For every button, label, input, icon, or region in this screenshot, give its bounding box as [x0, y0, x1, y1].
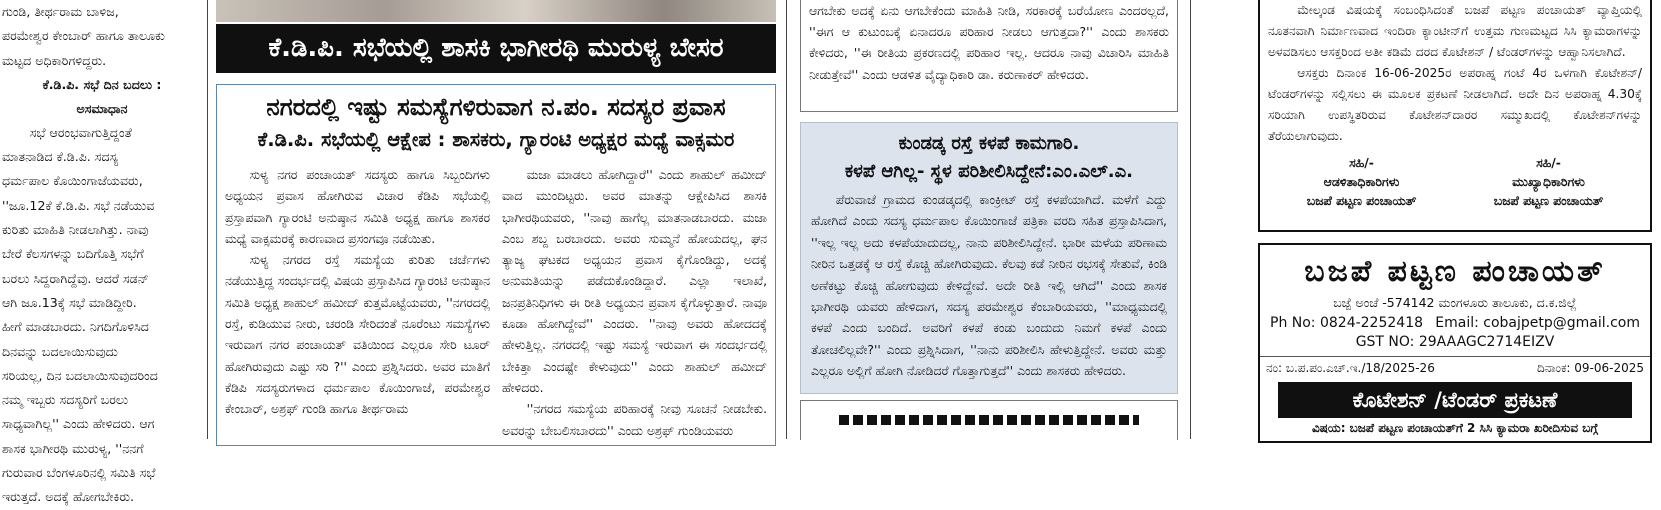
reference-number: ನಂ: ಬ.ಪ.ಪಂ.ಎಚ್.ಇ./18/2025-26: [1266, 361, 1435, 375]
story-para: ''ನಗರದ ಸಮಸ್ಯೆಯ ಪರಿಹಾರಕ್ಕೆ ನೀವು ಸೂಚನೆ ನೀಡಬೇಕು. ಅವರನ್ನು ಬೇಬಲಿಸಬಾರದು'' ಎಂದು ಅಶ್ರಫ್ ಗುಂಡಿಯವರು: [502, 402, 767, 438]
col1-body-line: ಸಾಧ್ಯವಾಗಿಲ್ಲ'' ಎಂದು ಹೇಳಿದರು. ಆಗ: [2, 416, 155, 432]
col3-bottom-article: [800, 400, 1178, 440]
col1-line: ಗುಂಡಿ, ತೀರ್ಥರಾಮ ಬಾಳಿಜ,: [2, 4, 119, 19]
contact-row: [1260, 313, 1650, 333]
col1-line: ಪರಮೇಶ್ವರ ಕೇಂಬಾರ್ ಹಾಗೂ ತಾಲೂಕು: [2, 28, 165, 44]
col1-line: ಮಟ್ಟದ ಅಧಿಕಾರಿಗಳಿದ್ದರು.: [2, 52, 107, 68]
email-address: Email: cobajpetp@gmail.com: [1435, 315, 1640, 331]
column-divider: [786, 0, 787, 439]
kundadka-subtitle: ಕಳಪೆ ಆಗಿಲ್ಲ- ಸ್ಥಳ ಪರಿಶೀಲಿಸಿದ್ದೇನೆ:ಎಂ.ಎಲ್.ಎ.: [845, 161, 1133, 182]
story-column-a: [225, 165, 490, 445]
tender-banner: ಕೊಟೇಶನ್ /ಟೆಂಡರ್ ಪ್ರಕಟಣೆ: [1278, 382, 1632, 418]
story-para: ಮಜಾ ಮಾಡಲು ಹೋಗಿದ್ದಾರೆ'' ಎಂದು ಶಾಹುಲ್ ಹಮೀದ್ ವಾದ ಮುಂದಿಟ್ಟರು. ಅವರ ಮಾತನ್ನು ಆಕ್ಷೇಪಿಸಿದ ಶಾಸಕಿ ಭಾಗೀರಥಿಯವರು, ''ನಾವು ಹಾಗೆಲ್ಲ ಮಾತನಾಡಬಾರದು. ಮಜಾ ಎಂಬ ಶಬ್ದ ಬರಬಾರದು. ಅವರು ಸುಮ್ಮನೆ ಹೋಯದಲ್ಲ, ಘನ ತ್ಯಾಜ್ಯ ಘಟಕದ ಅಧ್ಯಯನ ಪ್ರವಾಸ ಕೈಗೊಂಡಿದ್ದು, ಅದಕ್ಕೆ ಅನುಮತಿಯನ್ನು ಪಡೆದುಕೊಂಡಿದ್ದಾರೆ. ಎಲ್ಲಾ ಇಲಾಖೆ, ಜನಪ್ರತಿನಿಧಿಗಳು ಈ ರೀತಿ ಅಧ್ಯಯನ ಪ್ರವಾಸ ಕೈಗೊಳ್ಳುತ್ತಾರೆ. ನಾವೂ ಕೂಡಾ ಹೋಗಿದ್ದೇವೆ'' ಎಂದರು. ''ನಾವು ಅವರು ಹೋದದಕ್ಕೆ ಹೇಳುತ್ತಿಲ್ಲ. ನಗರದಲ್ಲಿ ಇಷ್ಟು ಸಮಸ್ಯೆ ಇರುವಾಗ ಈ ಸಂದರ್ಭದಲ್ಲಿ ಬೇಕಿತ್ತಾ ಎಂದಷ್ಟೇ ಕೇಳುವುದು'' ಎಂದು ಶಾಹುಲ್ ಹಮೀದ್ ಹೇಳಿದರು.: [502, 168, 767, 395]
gst-number: GST NO: 29AAAGC2714EIZV: [1355, 334, 1555, 350]
reference-row: [1260, 356, 1650, 379]
col1-body-line: ಆಗಿ ಜೂ.13ಕ್ಕೆ ಸಭೆ ಮಾಡಿದ್ದೀರಿ.: [2, 294, 137, 310]
kundadka-article: [800, 122, 1178, 394]
col1-body-line: ಸರಿಯಲ್ಲ, ದಿನ ಬದಲಾಯಿಸುವುದರಿಂದ: [2, 367, 158, 383]
col3-top-article: [800, 0, 1178, 112]
tender-notice-continued: [1258, 0, 1652, 232]
col1-body: [2, 121, 202, 510]
col1-body-line: ಬೇರೆ ಕೆಲಸಗಳನ್ನು ಬದಿಗೊತ್ತಿ ಸಭೆಗೆ: [2, 246, 144, 262]
col1-body-line: ನಮ್ಮ ಇಬ್ಬರು ಸದಸ್ಯರಿಗೆ ಬರಲು: [2, 392, 129, 408]
sign-text: ಆಡಳಿತಾಧಿಕಾರಿಗಳು: [1323, 174, 1400, 189]
sign-text: ಸಹಿ/-: [1349, 155, 1374, 170]
col1-body-line: ಹೀಗೆ ಮಾಡಬಾರದು. ನಿಗದಿಗೊಳಿಸಿದ: [2, 319, 149, 335]
sign-text: ಸಹಿ/-: [1536, 155, 1561, 170]
notice-para: ಆಸಕ್ತರು ದಿನಾಂಕ 16-06-2025ರ ಅಪರಾಹ್ನ ಗಂಟೆ 4ರ ಒಳಗಾಗಿ ಕೊಟೇಶನ್/ಟೆಂಡರ್‌ಗಳನ್ನು ಸಲ್ಲಿಸಲು ಈ ಮೂಲಕ ಪ್ರಕಟಣೆ ನೀಡಲಾಗಿದೆ. ಅದೇ ದಿನ ಅಪರಾಹ್ನ 4.30ಕ್ಕೆ ಸರಿಯಾಗಿ ಉಪಸ್ಥಿತರಿರುವ ಕೊಟೇಶನ್‌ದಾರರ ಸಮ್ಮುಖದಲ್ಲಿ ಕೊಟೇಶನ್‌ಗಳನ್ನು ತೆರೆಯಲಾಗುವುದು.: [1268, 66, 1642, 143]
col1-body-line: ಗುರುವಾರ ಬೆಂಗಳೂರಿನಲ್ಲಿ ಸಮಿತಿ ಸಭೆ: [2, 465, 156, 481]
story-subtitle: ಕೆ.ಡಿ.ಪಿ. ಸಭೆಯಲ್ಲಿ ಆಕ್ಷೇಪ : ಶಾಸಕರು, ಗ್ಯಾರಂಟಿ ಅಧ್ಯಕ್ಷರ ಮಧ್ಯೆ ವಾಕ್ಸಮರ: [257, 128, 735, 151]
organization-address: ಬಜ್ಪೆ ಅಂಚೆ -574142 ಮಂಗಳೂರು ತಾಲೂಕು, ದ.ಕ.ಜಿಲ್ಲೆ: [1333, 295, 1577, 310]
col1-subheading: ಕೆ.ಡಿ.ಪಿ. ಸಭೆ ದಿನ ಬದಲು :: [42, 76, 162, 92]
photo-strip: [216, 0, 776, 22]
col1-body-line: ಇರುತ್ತದೆ. ಅದಕ್ಕೆ ಹೋಗಬೇಕಿರು.: [2, 489, 135, 505]
organization-name: ಬಜಪೆ ಪಟ್ಟಣ ಪಂಚಾಯತ್: [1304, 254, 1606, 289]
left-column: [2, 0, 202, 505]
story-body: [225, 165, 767, 445]
notice-date: ದಿನಾಂಕ: 09-06-2025: [1537, 361, 1644, 375]
kundadka-para: ಪೆರುವಾಜೆ ಗ್ರಾಮದ ಕುಂಡಡ್ಕದಲ್ಲಿ ಕಾಂಕ್ರೀಟ್ ರಸ್ತೆ ಕಳಪೆಯಾಗಿದೆ. ಮಳೆಗೆ ಎದ್ದು ಹೋಗಿದೆ ಎಂದು ಸದಸ್ಯ ಧರ್ಮಪಾಲ ಕೊಯಿಂಗಾಜೆ ಪತ್ರಿಕಾ ವರದಿ ಸಹಿತ ಪ್ರಸ್ತಾಪಿಸಿದಾಗ, ''ಇಲ್ಲ ಇಲ್ಲ ಅದು ಕಳಪೆಯಾದುದಲ್ಲ, ನಾನು ಪರಿಶೀಲಿಸಿದ್ದೇನೆ. ಭಾರೀ ಮಳೆಯ ಪರಿಣಾಮ ನೀರಿನ ಒತ್ತಡಕ್ಕೆ ಆ ರಸ್ತೆ ಕೊಚ್ಚಿ ಹೋಗಿರುವುದು. ಕೆಲವು ಕಡೆ ನೀರಿನ ರಭಸಕ್ಕೆ ಸೇತುವೆ, ಕಿಂಡಿ ಅಣೆಕಟ್ಟು ಕೊಚ್ಚಿ ಹೋಗುವುದು ಕೇಳಿದ್ದೇವೆ. ಅದೇ ರೀತಿ ಇಲ್ಲಿ ಆಗಿದೆ'' ಎಂದು ಶಾಸಕ ಭಾಗೀರಥಿ ಯವರು ಹೇಳಿದಾಗ, ಸದಸ್ಯ ಪರಮೇಶ್ವರ ಕೆಂಬಾರಿಯವರು, ''ಮಾಧ್ಯಮದಲ್ಲಿ ಕಳಪೆ ಎಂದು ಬಂದಿದೆ. ಅವರಿಗೆ ಕಳಪೆ ಕಂಡು ಬಂದುದು ನಿಮಗೆ ಕಳಪೆ ಎಂದು ತೋಚಲಿಲ್ಲವೇ?'' ಎಂದು ಪ್ರಶ್ನಿಸಿದಾಗ, ''ನಾನು ಪರಿಶೀಲಿಸಿ ಹೇಳುತ್ತಿದ್ದೇನೆ. ಅವರು ಮತ್ತು ಎಲ್ಲರೂ ಅಲ್ಲಿಗೆ ಹೋಗಿ ನೋಡಿದರೆ ಗೊತ್ತಾಗುತ್ತದೆ'' ಎಂದು ಶಾಸಕರು ಹೇಳಿದರು.: [811, 192, 1167, 379]
story-para: ಸುಳ್ಯ ನಗರ ಪಂಚಾಯತ್ ಸದಸ್ಯರು ಹಾಗೂ ಸಿಬ್ಬಂದಿಗಳು ಅಧ್ಯಯನ ಪ್ರವಾಸ ಹೋಗಿರುವ ವಿಚಾರ ಕೆಡಿಪಿ ಸಭೆಯಲ್ಲಿ ಪ್ರಸ್ತಾಪವಾಗಿ ಗ್ಯಾರಂಟಿ ಅನುಷ್ಠಾನ ಸಮಿತಿ ಅಧ್ಯಕ್ಷ ಹಾಗೂ ಶಾಸಕರ ಮಧ್ಯೆ ವಾಕ್ಸಮರಕ್ಕೆ ಕಾರಣವಾದ ಪ್ರಸಂಗವೂ ನಡೆಯಿತು.: [225, 168, 490, 246]
kundadka-title: ಕುಂಡಡ್ಕ ರಸ್ತೆ ಕಳಪೆ ಕಾಮಗಾರಿ.: [898, 133, 1080, 154]
story-title: ನಗರದಲ್ಲಿ ಇಷ್ಟು ಸಮಸ್ಯೆಗಳಿರುವಾಗ ನ.ಪಂ. ಸದಸ್ಯರ ಪ್ರವಾಸ: [266, 93, 726, 121]
col1-body-line: ಬರಲು ಸಿದ್ದರಾಗಿದ್ದೆವು. ಆದರೆ ಸಡನ್: [2, 270, 149, 286]
signature-left: [1268, 153, 1455, 210]
col1-body-line: ಸಭೆ ಆರಂಭವಾಗುತ್ತಿದ್ದಂತೆ: [29, 124, 132, 140]
signature-right: [1455, 153, 1642, 210]
column-divider: [207, 0, 208, 439]
col1-subheading: ಅಸಮಾಧಾನ: [76, 100, 128, 116]
notice-subject: ವಿಷಯ: ಬಜಪೆ ಪಟ್ಟಣ ಪಂಚಾಯತ್‌ಗೆ 2 ಸಿಸಿ ಕ್ಯಾಮರಾ ಖರೀದಿಸುವ ಬಗ್ಗೆ: [1311, 421, 1599, 435]
truncated-headline: [839, 415, 1139, 425]
notice-para: ಮೇಲ್ಕಂಡ ವಿಷಯಕ್ಕೆ ಸಂಬಂಧಿಸಿದಂತೆ ಬಜಪೆ ಪಟ್ಟಣ ಪಂಚಾಯತ್ ವ್ಯಾಪ್ತಿಯಲ್ಲಿ ನೂತನವಾಗಿ ನಿರ್ಮಾಣವಾದ ಇಂದಿರಾ ಕ್ಯಾಂಟೀನ್‌ಗೆ ಉತ್ತಮ ಗುಣಮಟ್ಟದ ಸಿಸಿ ಕ್ಯಾಮರಾಗಳನ್ನು ಅಳವಡಿಸಲು ಆಸಕ್ತರಿಂದ ಅತೀ ಕಡಿಮೆ ದರದ ಕೊಟೇಶನ್ / ಟೆಂಡರ್‌ಗಳನ್ನು ಆಹ್ವಾನಿಸಲಾಗಿದೆ.: [1268, 3, 1642, 59]
sign-text: ಬಜಪೆ ಪಟ್ಟಣ ಪಂಚಾಯತ್: [1306, 193, 1417, 208]
col1-body-line: ಕುರಿತು ಮಾಹಿತಿ ನೀಡಲಾಗಿತ್ತು. ನಾವು: [2, 222, 149, 238]
tender-notice: [1258, 243, 1652, 443]
col3-para: ಆಗಬೇಕು ಅದಕ್ಕೆ ಏನು ಆಗಬೇಕೆಂದು ಮಾಹಿತಿ ನೀಡಿ, ಸರಕಾರಕ್ಕೆ ಬರೆಯೋಣ ಎಂದರಲ್ಲದೆ, ''ಈಗ ಆ ಕುಟುಂಬಕ್ಕೆ ಏನಾದರೂ ಪರಿಹಾರ ನೀಡಲು ಆಗುತ್ತದಾ?'' ಎಂದು ಶಾಸಕರು ಕೇಳಿದರು, ''ಈ ರೀತಿಯ ಪ್ರಕರಣದಲ್ಲಿ ಪರಿಹಾರ ಇಲ್ಲ. ಆದರೂ ನಾವು ವಿಚಾರಿಸಿ ಮಾಹಿತಿ ನೀಡುತ್ತೇವೆ'' ಎಂದು ಆಡಳಿತ ವೈದ್ಯಾಧಿಕಾರಿ ಡಾ. ಕರುಣಾಕರ್ ಹೇಳಿದರು.: [809, 3, 1169, 82]
story-box: [216, 84, 776, 446]
col1-body-line: ಮಾತನಾಡಿದ ಕೆ.ಡಿ.ಪಿ. ಸದಸ್ಯ: [2, 149, 119, 165]
col1-body-line: ''ಜೂ.12ಕೆ ಕೆ.ಡಿ.ಪಿ. ಸಭೆ ನಡೆಯುವ: [2, 197, 155, 213]
story-para: ಸುಳ್ಯ ನಗರದ ರಸ್ತೆ ಸಮಸ್ಯೆಯ ಕುರಿತು ಚರ್ಚೆಗಳು ನಡೆಯುತ್ತಿದ್ದ ಸಂದರ್ಭದಲ್ಲಿ ವಿಷಯ ಪ್ರಸ್ತಾಪಿಸಿದ ಗ್ಯಾರಂಟಿ ಅನುಷ್ಠಾನ ಸಮಿತಿ ಅಧ್ಯಕ್ಷ ಶಾಹುಲ್ ಹಮೀದ್ ಕುತ್ತಮೊಟ್ಟೆಯವರು, ''ನಗರದಲ್ಲಿ ರಸ್ತೆ, ಕುಡಿಯುವ ನೀರು, ಚರಂಡಿ ಸೇರಿದಂತೆ ನೂರೆಂಟು ಸಮಸ್ಯೆಗಳು ಇರುವಾಗ ನಗರ ಪಂಚಾಯತ್ ವತಿಯಿಂದ ಎಲ್ಲರೂ ಸೇರಿ ಟೂರ್ ಹೋಗಿರುವುದು ಎಷ್ಟು ಸರಿ ?'' ಎಂದು ಪ್ರಶ್ನಿಸಿದರು. ಅವರ ಮಾತಿಗೆ ಕೆಡಿಪಿ ಸದಸ್ಯರುಗಳಾದ ಧರ್ಮಪಾಲ ಕೊಯಿಂಗಾಜೆ, ಪರಮೇಶ್ವರ ಕೇಂಬಾರ್, ಅಶ್ರಫ್ ಗುಂಡಿ ಹಾಗೂ ತೀರ್ಥರಾಮ: [225, 253, 490, 417]
col1-body-line: ದಿನವನ್ನು ಬದಲಾಯಿಸುವುದು: [2, 343, 118, 359]
col1-body-line: ಶಾಸಕ ಭಾಗೀರಥಿ ಮುರುಳ್ಯ, ''ನನಗೆ: [2, 440, 144, 456]
story-column-b: [502, 165, 767, 445]
col1-body-line: ಧರ್ಮಪಾಲ ಕೊಯಿಂಗಾಜೆಯವರು,: [2, 173, 143, 189]
phone-number: Ph No: 0824-2252418: [1270, 315, 1424, 331]
column-divider: [1190, 0, 1191, 439]
sign-text: ಮುಖ್ಯಾಧಿಕಾರಿಗಳು: [1512, 174, 1585, 189]
headline-band: ಕೆ.ಡಿ.ಪಿ. ಸಭೆಯಲ್ಲಿ ಶಾಸಕಿ ಭಾಗೀರಥಿ ಮುರುಳ್ಯ ಬೇಸರ: [216, 24, 776, 73]
signature-row: [1268, 153, 1642, 210]
sign-text: ಬಜಪೆ ಪಟ್ಟಣ ಪಂಚಾಯತ್: [1493, 193, 1604, 208]
